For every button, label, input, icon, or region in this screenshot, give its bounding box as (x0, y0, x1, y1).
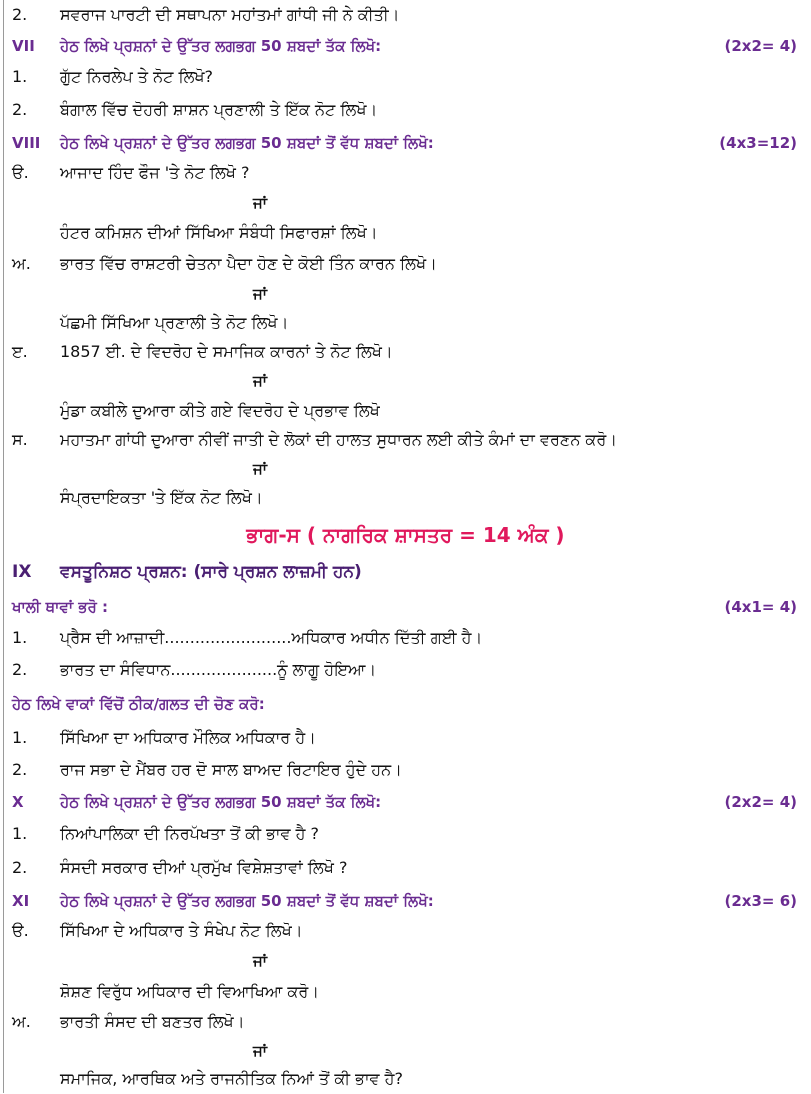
section-number: IX (12, 562, 32, 582)
section-heading-viii (0, 128, 811, 158)
question-number: 2. (12, 5, 28, 24)
section-heading-xi (0, 886, 811, 916)
question-text: ਹੰਟਰ ਕਮਿਸ਼ਨ ਦੀਆਂ ਸਿੱਖਿਆ ਸੰਬੰਧੀ ਸਿਫਾਰਸ਼ਾਂ ਲਿਖੋ। (60, 223, 378, 242)
section-number: X (12, 793, 24, 811)
section-instruction: ਹੇਠ ਲਿਖੇ ਪ੍ਰਸ਼ਨਾਂ ਦੇ ਉੱਤਰ ਲਗਭਗ 50 ਸ਼ਬਦਾਂ ਤੋਂ ਵੱਧ ਸ਼ਬਦਾਂ ਲਿਖੋ: (60, 892, 434, 910)
question-number: ਸ. (12, 430, 28, 449)
question-text: ਸਮਾਜਿਕ, ਆਰਥਿਕ ਅਤੇ ਰਾਜਨੀਤਿਕ ਨਿਆਂ ਤੋਂ ਕੀ ਭਾਵ ਹੈ? (60, 1069, 403, 1088)
or-separator (0, 188, 811, 218)
question-row (0, 218, 811, 248)
question-row (0, 623, 811, 653)
section-number: VIII (12, 134, 41, 152)
question-row (0, 1064, 811, 1094)
true-false-label: ਹੇਠ ਲਿਖੇ ਵਾਕਾਂ ਵਿੱਚੋਂ ਠੀਕ/ਗਲਤ ਦੀ ਚੋਣ ਕਰੋ: (12, 695, 265, 713)
question-text: ਸਵਰਾਜ ਪਾਰਟੀ ਦੀ ਸਥਾਪਨਾ ਮਹਾਂਤਮਾਂ ਗਾਂਧੀ ਜੀ ਨੇ ਕੀਤੀ। (60, 5, 400, 24)
or-label: ਜਾਂ (253, 285, 268, 303)
part-heading: ਭਾਗ-ਸ ( ਨਾਗਰਿਕ ਸ਼ਾਸਤਰ = 14 ਅੰਕ ) (246, 523, 565, 547)
section-instruction: ਵਸਤੂਨਿਸ਼ਠ ਪ੍ਰਸ਼ਨ: (ਸਾਰੇ ਪ੍ਰਸ਼ਨ ਲਾਜ਼ਮੀ ਹਨ) (60, 562, 362, 582)
section-number: XI (12, 892, 30, 910)
question-text: ਮੁੰਡਾ ਕਬੀਲੇ ਦੁਆਰਾ ਕੀਤੇ ਗਏ ਵਿਦਰੋਹ ਦੇ ਪ੍ਰਭਾਵ ਲਿਖੋ (60, 401, 380, 420)
section-instruction: ਹੇਠ ਲਿਖੇ ਪ੍ਰਸ਼ਨਾਂ ਦੇ ਉੱਤਰ ਲਗਭਗ 50 ਸ਼ਬਦਾਂ ਤੱਕ ਲਿਖੋ: (60, 37, 382, 55)
or-label: ਜਾਂ (253, 1042, 268, 1060)
question-row (0, 337, 811, 367)
section-heading-vii (0, 31, 811, 61)
question-number: ੲ. (12, 342, 28, 361)
or-separator (0, 946, 811, 976)
question-row (0, 158, 811, 188)
question-text: ਸੰਪ੍ਰਦਾਇਕਤਾ 'ਤੇ ਇੱਕ ਨੋਟ ਲਿਖੋ। (60, 488, 263, 507)
question-number: 1. (12, 67, 28, 86)
question-text: ਪੱਛਮੀ ਸਿੱਖਿਆ ਪ੍ਰਣਾਲੀ ਤੇ ਨੋਟ ਲਿਖੋ। (60, 313, 289, 332)
question-number: 1. (12, 628, 28, 647)
question-row (0, 977, 811, 1007)
question-row (0, 723, 811, 753)
question-text: ਭਾਰਤ ਦਾ ਸੰਵਿਧਾਨ.....................ਨੂੰ ਲਾਗੂ ਹੋਇਆ। (60, 660, 377, 679)
question-text: ਪ੍ਰੈਸ ਦੀ ਆਜ਼ਾਦੀ.........................ਅਧਿਕਾਰ ਅਧੀਨ ਦਿੱਤੀ ਗਈ ਹੈ। (60, 628, 483, 647)
question-text: ਸ਼ੋਸ਼ਣ ਵਿਰੁੱਧ ਅਧਿਕਾਰ ਦੀ ਵਿਆਖਿਆ ਕਰੋ। (60, 982, 320, 1001)
question-row (0, 853, 811, 883)
section-instruction: ਹੇਠ ਲਿਖੇ ਪ੍ਰਸ਼ਨਾਂ ਦੇ ਉੱਤਰ ਲਗਭਗ 50 ਸ਼ਬਦਾਂ ਤੋਂ ਵੱਧ ਸ਼ਬਦਾਂ ਲਿਖੋ: (60, 134, 434, 152)
fill-blanks-heading (0, 592, 811, 622)
question-row (0, 308, 811, 338)
question-row (0, 1007, 811, 1037)
question-text: 1857 ਈ. ਦੇ ਵਿਦਰੋਹ ਦੇ ਸਮਾਜਿਕ ਕਾਰਨਾਂ ਤੇ ਨੋਟ ਲਿਖੋ। (60, 342, 393, 361)
section-heading-ix (0, 557, 811, 587)
question-text: ਭਾਰਤੀ ਸੰਸਦ ਦੀ ਬਣਤਰ ਲਿਖੋ। (60, 1012, 245, 1031)
question-text: ਆਜਾਦ ਹਿੰਦ ਫੌਜ 'ਤੇ ਨੋਟ ਲਿਖੋ ? (60, 163, 250, 182)
true-false-heading (0, 689, 811, 719)
question-row (0, 755, 811, 785)
or-label: ਜਾਂ (253, 952, 268, 970)
question-row (0, 249, 811, 279)
question-row (0, 396, 811, 426)
question-number: ੳ. (12, 163, 29, 182)
question-text: ਭਾਰਤ ਵਿੱਚ ਰਾਸ਼ਟਰੀ ਚੇਤਨਾ ਪੈਦਾ ਹੋਣ ਦੇ ਕੋਈ ਤਿੰਨ ਕਾਰਨ ਲਿਖੋ। (60, 254, 437, 273)
question-text: ਸੰਸਦੀ ਸਰਕਾਰ ਦੀਆਂ ਪ੍ਰਮੁੱਖ ਵਿਸ਼ੇਸ਼ਤਾਵਾਂ ਲਿਖੋ ? (60, 858, 348, 877)
question-row (0, 819, 811, 849)
question-number: ਅ. (12, 254, 31, 273)
section-marks: (2x2= 4) (724, 37, 797, 55)
question-number: 2. (12, 660, 28, 679)
question-text: ਸਿੱਖਿਆ ਦੇ ਅਧਿਕਾਰ ਤੇ ਸੰਖੇਪ ਨੋਟ ਲਿਖੋ। (60, 921, 303, 940)
section-instruction: ਹੇਠ ਲਿਖੇ ਪ੍ਰਸ਼ਨਾਂ ਦੇ ਉੱਤਰ ਲਗਭਗ 50 ਸ਼ਬਦਾਂ ਤੱਕ ਲਿਖੋ: (60, 793, 382, 811)
question-number: 2. (12, 858, 28, 877)
question-text: ਬੰਗਾਲ ਵਿੱਚ ਦੋਹਰੀ ਸ਼ਾਸ਼ਨ ਪ੍ਰਣਾਲੀ ਤੇ ਇੱਕ ਨੋਟ ਲਿਖੋ। (60, 100, 378, 119)
or-separator (0, 279, 811, 309)
question-text: ਸਿੱਖਿਆ ਦਾ ਅਧਿਕਾਰ ਮੌਲਿਕ ਅਧਿਕਾਰ ਹੈ। (60, 728, 316, 747)
question-number: 2. (12, 760, 28, 779)
question-row (0, 916, 811, 946)
question-row (0, 62, 811, 92)
question-row (0, 655, 811, 685)
question-text: ਮਹਾਤਮਾ ਗਾਂਧੀ ਦੁਆਰਾ ਨੀਵੀਂ ਜਾਤੀ ਦੇ ਲੋਕਾਂ ਦੀ ਹਾਲਤ ਸੁਧਾਰਨ ਲਈ ਕੀਤੇ ਕੰਮਾਂ ਦਾ ਵਰਣਨ ਕਰੋ। (60, 430, 618, 449)
section-heading-x (0, 787, 811, 817)
section-marks: (4x1= 4) (724, 598, 797, 616)
fill-blanks-label: ਖਾਲੀ ਥਾਵਾਂ ਭਰੋ : (12, 598, 109, 616)
section-marks: (4x3=12) (719, 134, 797, 152)
or-label: ਜਾਂ (253, 194, 268, 212)
or-label: ਜਾਂ (253, 372, 268, 390)
question-number: 1. (12, 824, 28, 843)
or-separator (0, 1036, 811, 1066)
question-number: ੳ. (12, 921, 29, 940)
question-row (0, 425, 811, 455)
section-marks: (2x2= 4) (724, 793, 797, 811)
question-text: ਗੁੱਟ ਨਿਰਲੇਪ ਤੇ ਨੋਟ ਲਿਖੋ? (60, 67, 214, 86)
or-separator (0, 454, 811, 484)
part-heading-row (0, 518, 811, 552)
question-row (0, 483, 811, 513)
question-row (0, 0, 811, 30)
question-row (0, 95, 811, 125)
question-number: 1. (12, 728, 28, 747)
section-marks: (2x3= 6) (724, 892, 797, 910)
or-separator (0, 366, 811, 396)
section-number: VII (12, 37, 35, 55)
question-number: 2. (12, 100, 28, 119)
question-text: ਨਿਆਂਪਾਲਿਕਾ ਦੀ ਨਿਰਪੱਖਤਾ ਤੋਂ ਕੀ ਭਾਵ ਹੈ ? (60, 824, 320, 843)
or-label: ਜਾਂ (253, 460, 268, 478)
question-number: ਅ. (12, 1012, 31, 1031)
question-text: ਰਾਜ ਸਭਾ ਦੇ ਮੈਂਬਰ ਹਰ ਦੋ ਸਾਲ ਬਾਅਦ ਰਿਟਾਇਰ ਹੁੰਦੇ ਹਨ। (60, 760, 402, 779)
